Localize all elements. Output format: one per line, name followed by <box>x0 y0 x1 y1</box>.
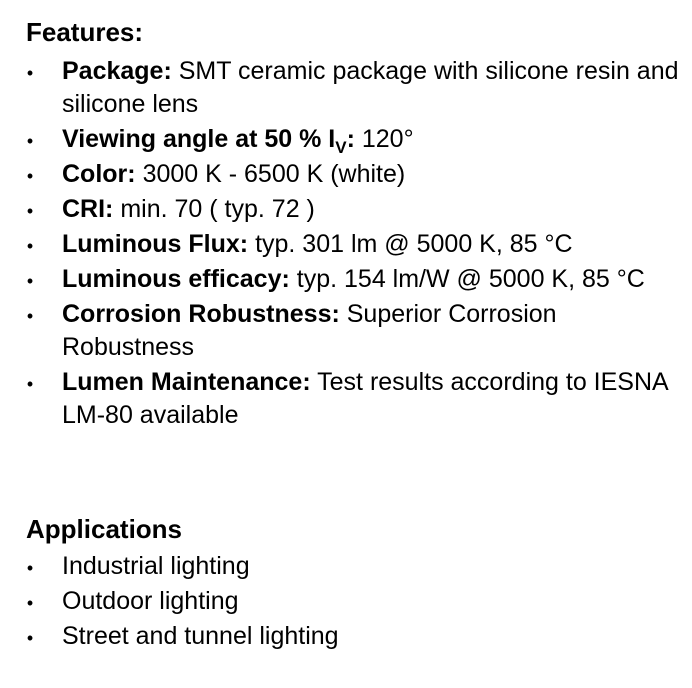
feature-item-luminous-efficacy <box>0 263 692 296</box>
feature-desc: Test results according to IESNA LM-80 available <box>62 368 668 429</box>
bullet-icon: • <box>26 628 34 648</box>
feature-term-text: Viewing angle at 50 % I <box>62 125 336 153</box>
bullet-icon: • <box>26 271 34 291</box>
application-item <box>0 550 692 583</box>
features-heading: Features: <box>26 17 144 47</box>
feature-item-package <box>0 55 692 121</box>
feature-term: Corrosion Robustness: <box>62 300 340 328</box>
bullet-icon: • <box>26 558 34 578</box>
feature-term-subscript: V <box>335 138 347 157</box>
application-text: Street and tunnel lighting <box>62 622 339 650</box>
bullet-icon: • <box>26 593 34 613</box>
feature-desc: typ. 154 lm/W @ 5000 K, 85 °C <box>296 265 645 293</box>
feature-desc: typ. 301 lm @ 5000 K, 85 °C <box>255 230 573 258</box>
bullet-icon: • <box>26 63 34 83</box>
application-text: Industrial lighting <box>62 552 250 580</box>
application-item <box>0 620 692 653</box>
applications-list <box>0 550 692 655</box>
feature-desc: 3000 K - 6500 K (white) <box>142 160 406 188</box>
feature-item-viewing-angle <box>0 123 692 156</box>
feature-item-corrosion-robustness <box>0 298 692 364</box>
feature-item-lumen-maintenance <box>0 366 692 432</box>
feature-term: Color: <box>62 160 136 188</box>
bullet-icon: • <box>26 201 34 221</box>
feature-term-colon: : <box>346 125 355 153</box>
applications-heading: Applications <box>26 514 183 544</box>
application-text: Outdoor lighting <box>62 587 239 615</box>
features-list <box>0 55 692 434</box>
bullet-icon: • <box>26 306 34 326</box>
feature-item-cri <box>0 193 692 226</box>
bullet-icon: • <box>26 131 34 151</box>
feature-term: Lumen Maintenance: <box>62 368 311 396</box>
feature-term: Package: <box>62 57 172 85</box>
feature-term: Luminous Flux: <box>62 230 249 258</box>
bullet-icon: • <box>26 236 34 256</box>
feature-term <box>62 125 355 157</box>
feature-item-color <box>0 158 692 191</box>
feature-desc: min. 70 ( typ. 72 ) <box>120 195 315 223</box>
bullet-icon: • <box>26 374 34 394</box>
bullet-icon: • <box>26 166 34 186</box>
application-item <box>0 585 692 618</box>
feature-desc: Superior Corrosion Robustness <box>62 300 557 361</box>
feature-desc: 120° <box>361 125 414 153</box>
feature-desc: SMT ceramic package with silicone resin and silicone lens <box>62 57 679 118</box>
feature-term: CRI: <box>62 195 114 223</box>
feature-item-luminous-flux <box>0 228 692 261</box>
feature-term: Luminous efficacy: <box>62 265 290 293</box>
